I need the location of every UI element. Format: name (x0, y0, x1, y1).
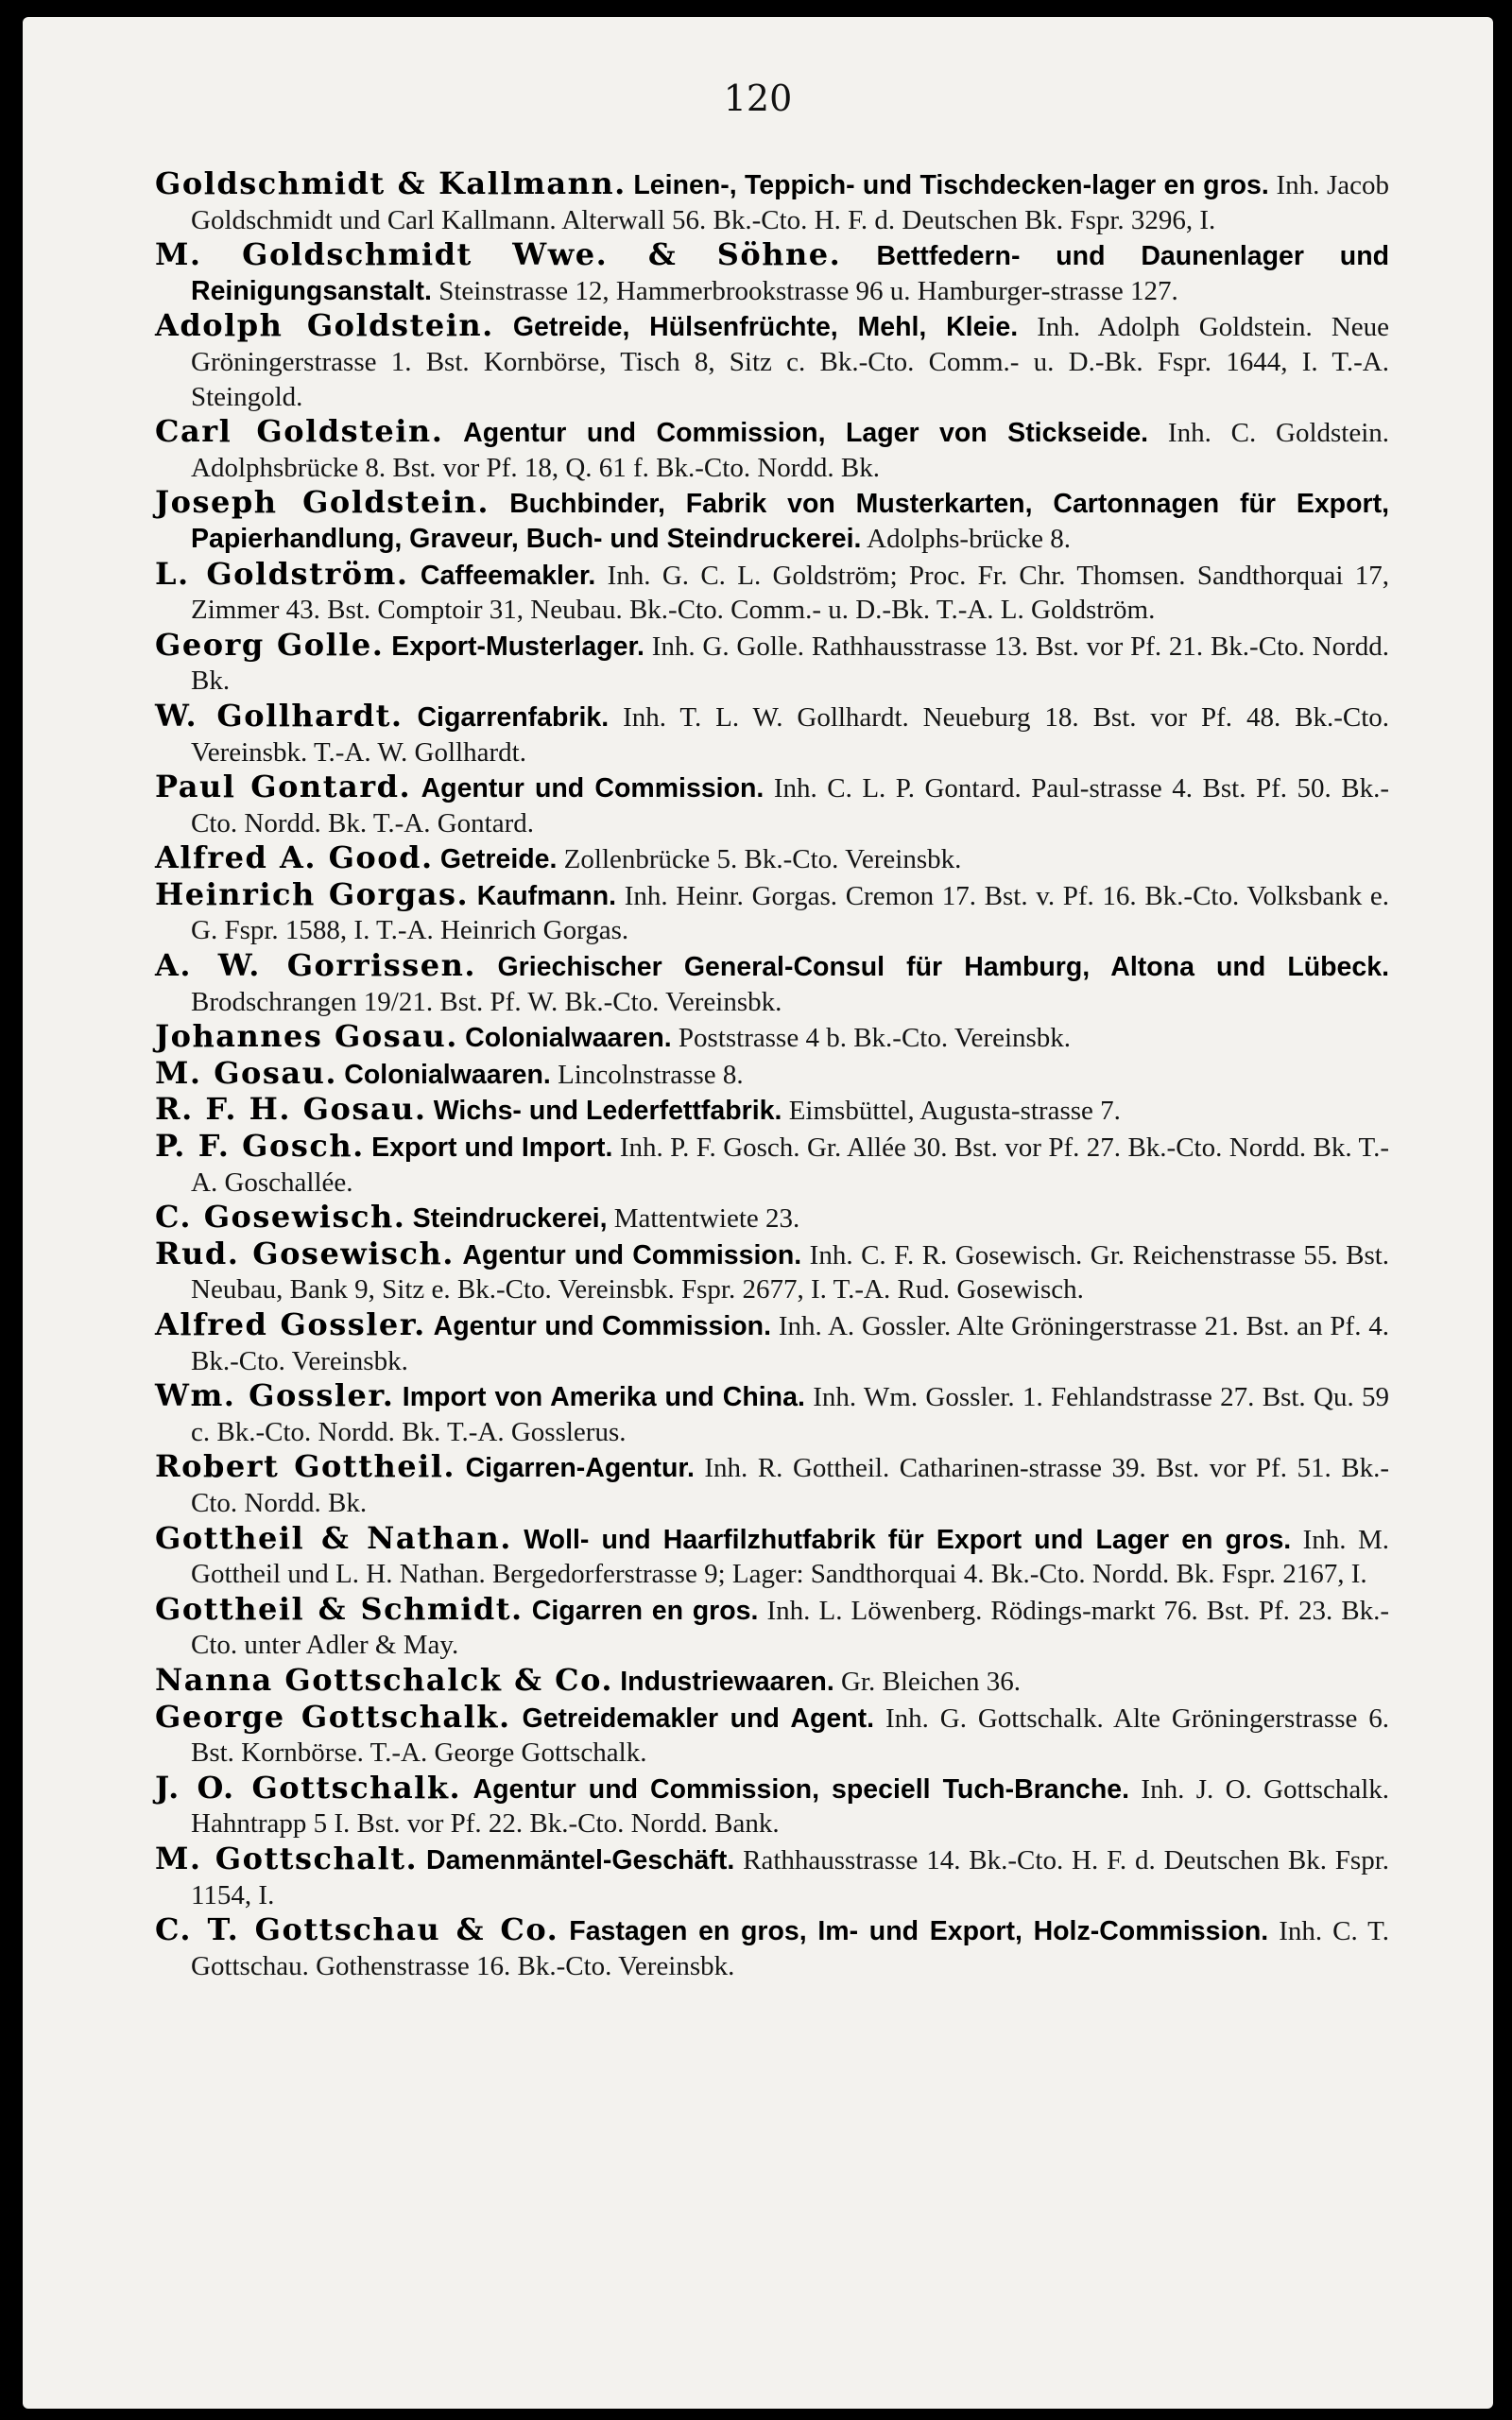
entry-details: Inh. G. C. L. Goldström; Proc. Fr. Chr. Thomsen. Sandthorquai 17, Zimmer 43. Bst. Comptoir 31, Neubau. Bk.-Cto. Comm.- u. D.-Bk. T.-A. L. Goldström. (191, 560, 1390, 626)
entry-name: Wm. Gossler. (155, 1377, 395, 1414)
entry-name: Nanna Gottschalck & Co. (155, 1661, 613, 1698)
entry-name: L. Goldström. (155, 555, 409, 592)
directory-page (23, 17, 1493, 2409)
entry-name: Rud. Gosewisch. (155, 1235, 455, 1271)
entry-name: Adolph Goldstein. (155, 307, 494, 344)
entry-name: Gottheil & Schmidt. (155, 1590, 524, 1627)
entry-details: Lincolnstrasse 8. (558, 1059, 744, 1090)
directory-entry (155, 308, 1389, 414)
entry-business: Getreide, Hülsenfrüchte, Mehl, Kleie. (512, 312, 1019, 343)
entry-business: Agentur und Commission. (462, 1239, 802, 1270)
entry-name: M. Goldschmidt Wwe. & Söhne. (155, 236, 842, 273)
entry-business: Agentur und Commission, speciell Tuch-Branche. (472, 1773, 1130, 1805)
entry-name: Alfred A. Good. (155, 839, 434, 876)
entry-details: Inh. A. Gossler. Alte Gröningerstrasse 21. Bst. an Pf. 4. Bk.-Cto. Vereinsbk. (191, 1311, 1390, 1376)
entry-name: M. Gosau. (155, 1054, 338, 1091)
entry-name: Paul Gontard. (155, 769, 412, 805)
entry-name: Goldschmidt & Kallmann. (155, 165, 627, 201)
entry-details: Inh. C. F. R. Gosewisch. Gr. Reichenstrasse 55. Bst. Neubau, Bank 9, Sitz e. Bk.-Cto. Vereinsbk. Fspr. 2677, I. T.-A. Rud. Gosewisch. (191, 1239, 1390, 1305)
entry-name: Heinrich Gorgas. (155, 875, 470, 912)
entry-business: Bettfedern- und Daunenlager und Reinigungsanstalt. (191, 241, 1390, 306)
directory-entry (155, 414, 1389, 485)
directory-entry (155, 1236, 1389, 1307)
entry-business: Import von Amerika und China. (402, 1382, 805, 1413)
directory-entry (155, 1129, 1389, 1200)
entry-name: Joseph Goldstein. (155, 484, 490, 521)
entry-name: P. F. Gosch. (155, 1128, 365, 1165)
entry-details: Inh. C. L. P. Gontard. Paul-strasse 4. Bst. Pf. 50. Bk.-Cto. Nordd. Bk. T.-A. Gontard. (191, 773, 1389, 838)
directory-entry (155, 840, 1389, 877)
entry-business: Cigarrenfabrik. (417, 701, 610, 733)
directory-entry (155, 1307, 1389, 1378)
entry-business: Agentur und Commission, Lager von Stickseide. (463, 418, 1149, 449)
directory-entry (155, 1912, 1389, 1983)
directory-entry (155, 557, 1389, 628)
entry-details: Inh. Jacob Goldschmidt und Carl Kallmann. Alterwall 56. Bk.-Cto. H. F. d. Deutschen Bk. Fspr. 3296, I. (191, 170, 1390, 235)
directory-entry (155, 1700, 1389, 1771)
entry-name: J. O. Gottschalk. (155, 1769, 462, 1806)
directory-entry (155, 1449, 1389, 1520)
entry-list (155, 166, 1389, 1983)
directory-entry (155, 1521, 1389, 1592)
entry-business: Cigarren-Agentur. (465, 1453, 695, 1484)
entry-business: Agentur und Commission. (433, 1311, 772, 1341)
directory-entry (155, 485, 1389, 556)
entry-name: A. W. Gorrissen. (155, 947, 477, 984)
directory-entry (155, 1771, 1389, 1841)
entry-business: Wichs- und Lederfettfabrik. (433, 1096, 782, 1127)
entry-details: Adolphs-brücke 8. (867, 523, 1071, 554)
page-number: 120 (723, 78, 793, 119)
entry-business: Caffeemakler. (420, 560, 596, 591)
entry-name: W. Gollhardt. (155, 697, 404, 734)
entry-business: Colonialwaaren. (344, 1059, 551, 1090)
entry-business: Steindruckerei, (412, 1203, 608, 1235)
directory-entry (155, 948, 1389, 1019)
directory-entry (155, 1019, 1389, 1056)
entry-business: Agentur und Commission. (421, 773, 765, 804)
entry-details: Inh. C. T. Gottschau. Gothenstrasse 16. Bk.-Cto. Vereinsbk. (191, 1916, 1389, 1981)
entry-details: Inh. G. Golle. Rathhausstrasse 13. Bst. vor Pf. 21. Bk.-Cto. Nordd. Bk. (191, 631, 1390, 697)
directory-entry (155, 699, 1389, 769)
entry-business: Export-Musterlager. (391, 631, 644, 662)
entry-name: R. F. H. Gosau. (155, 1091, 427, 1128)
entry-details: Gr. Bleichen 36. (840, 1666, 1022, 1697)
directory-entry (155, 166, 1389, 237)
directory-entry (155, 769, 1389, 840)
entry-business: Colonialwaaren. (465, 1023, 672, 1054)
entry-details: Inh. P. F. Gosch. Gr. Allée 30. Bst. vor Pf. 27. Bk.-Cto. Nordd. Bk. T.-A. Goschallée. (191, 1132, 1390, 1198)
entry-business: Woll- und Haarfilzhutfabrik für Export und Lager en gros. (524, 1524, 1292, 1555)
entry-business: Getreide. (439, 844, 558, 875)
entry-details: Zollenbrücke 5. Bk.-Cto. Vereinsbk. (563, 844, 962, 875)
entry-details: Mattentwiete 23. (613, 1203, 800, 1235)
entry-details: Poststrasse 4 b. Bk.-Cto. Vereinsbk. (678, 1023, 1072, 1054)
entry-name: Alfred Gossler. (155, 1306, 426, 1342)
entry-business: Damenmäntel-Geschäft. (425, 1844, 735, 1876)
directory-entry (155, 628, 1389, 699)
directory-entry (155, 237, 1389, 308)
directory-entry (155, 1056, 1389, 1093)
entry-details: Eimsbüttel, Augusta-strasse 7. (788, 1096, 1121, 1127)
entry-business: Griechischer General-Consul für Hamburg, Altona und Lübeck. (497, 952, 1390, 983)
entry-details: Brodschrangen 19/21. Bst. Pf. W. Bk.-Cto. Vereinsbk. (191, 986, 782, 1017)
entry-details: Inh. C. Goldstein. Adolphsbrücke 8. Bst. vor Pf. 18, Q. 61 f. Bk.-Cto. Nordd. Bk. (191, 418, 1390, 483)
entry-name: George Gottschalk. (155, 1698, 511, 1735)
entry-business: Industriewaaren. (620, 1666, 834, 1697)
directory-entry (155, 1092, 1389, 1129)
entry-details: Inh. M. Gottheil und L. H. Nathan. Bergedorferstrasse 9; Lager: Sandthorquai 4. Bk.-Cto. Nordd. Bk. Fspr. 2167, I. (191, 1524, 1390, 1590)
directory-entry (155, 1841, 1389, 1912)
entry-business: Kaufmann. (476, 880, 617, 911)
entry-details: Inh. J. O. Gottschalk. Hahntrapp 5 I. Bst. vor Pf. 22. Bk.-Cto. Nordd. Bank. (191, 1773, 1390, 1840)
entry-name: Robert Gottheil. (155, 1448, 456, 1485)
entry-business: Fastagen en gros, Im- und Export, Holz-Commission. (569, 1916, 1269, 1947)
entry-details: Inh. T. L. W. Gollhardt. Neueburg 18. Bst. vor Pf. 48. Bk.-Cto. Vereinsbk. T.-A. W. Gollhardt. (191, 701, 1390, 768)
entry-name: C. T. Gottschau & Co. (155, 1911, 559, 1948)
entry-name: C. Gosewisch. (155, 1199, 406, 1236)
entry-name: Carl Goldstein. (155, 413, 444, 450)
directory-entry (155, 877, 1389, 948)
entry-business: Leinen-, Teppich- und Tischdecken-lager en gros. (633, 170, 1269, 200)
entry-business: Getreidemakler und Agent. (522, 1703, 875, 1734)
directory-entry (155, 1592, 1389, 1663)
entry-name: Gottheil & Nathan. (155, 1519, 512, 1556)
entry-details: Inh. Heinr. Gorgas. Cremon 17. Bst. v. Pf. 16. Bk.-Cto. Volksbank e. G. Fspr. 1588, I. T.-A. Heinrich Gorgas. (191, 880, 1390, 946)
entry-details: Inh. G. Gottschalk. Alte Gröningerstrasse 6. Bst. Kornbörse. T.-A. George Gottschalk. (191, 1703, 1390, 1769)
entry-business: Cigarren en gros. (531, 1595, 759, 1626)
entry-details: Rathhausstrasse 14. Bk.-Cto. H. F. d. Deutschen Bk. Fspr. 1154, I. (191, 1844, 1390, 1910)
directory-entry (155, 1200, 1389, 1236)
entry-details: Inh. L. Löwenberg. Rödings-markt 76. Bst. Pf. 23. Bk.-Cto. unter Adler & May. (191, 1595, 1390, 1661)
entry-details: Steinstrasse 12, Hammerbrookstrasse 96 u. Hamburger-strasse 127. (438, 275, 1178, 306)
entry-details: Inh. Wm. Gossler. 1. Fehlandstrasse 27. Bst. Qu. 59 c. Bk.-Cto. Nordd. Bk. T.-A. Gosslerus. (191, 1382, 1390, 1447)
directory-entry (155, 1663, 1389, 1700)
entry-business: Buchbinder, Fabrik von Musterkarten, Cartonnagen für Export, Papierhandlung, Graveur, Buch- und Steindruckerei. (191, 489, 1389, 554)
directory-entry (155, 1378, 1389, 1449)
entry-business: Export und Import. (371, 1132, 613, 1164)
entry-details: Inh. Adolph Goldstein. Neue Gröningerstrasse 1. Bst. Kornbörse, Tisch 8, Sitz c. Bk.-Cto. Comm.- u. D.-Bk. Fspr. 1644, I. T.-A. Steingold. (191, 312, 1390, 412)
entry-name: Johannes Gosau. (155, 1018, 458, 1055)
entry-details: Inh. R. Gottheil. Catharinen-strasse 39. Bst. vor Pf. 51. Bk.-Cto. Nordd. Bk. (191, 1453, 1390, 1518)
entry-name: Georg Golle. (155, 626, 385, 663)
entry-name: M. Gottschalt. (155, 1840, 419, 1876)
